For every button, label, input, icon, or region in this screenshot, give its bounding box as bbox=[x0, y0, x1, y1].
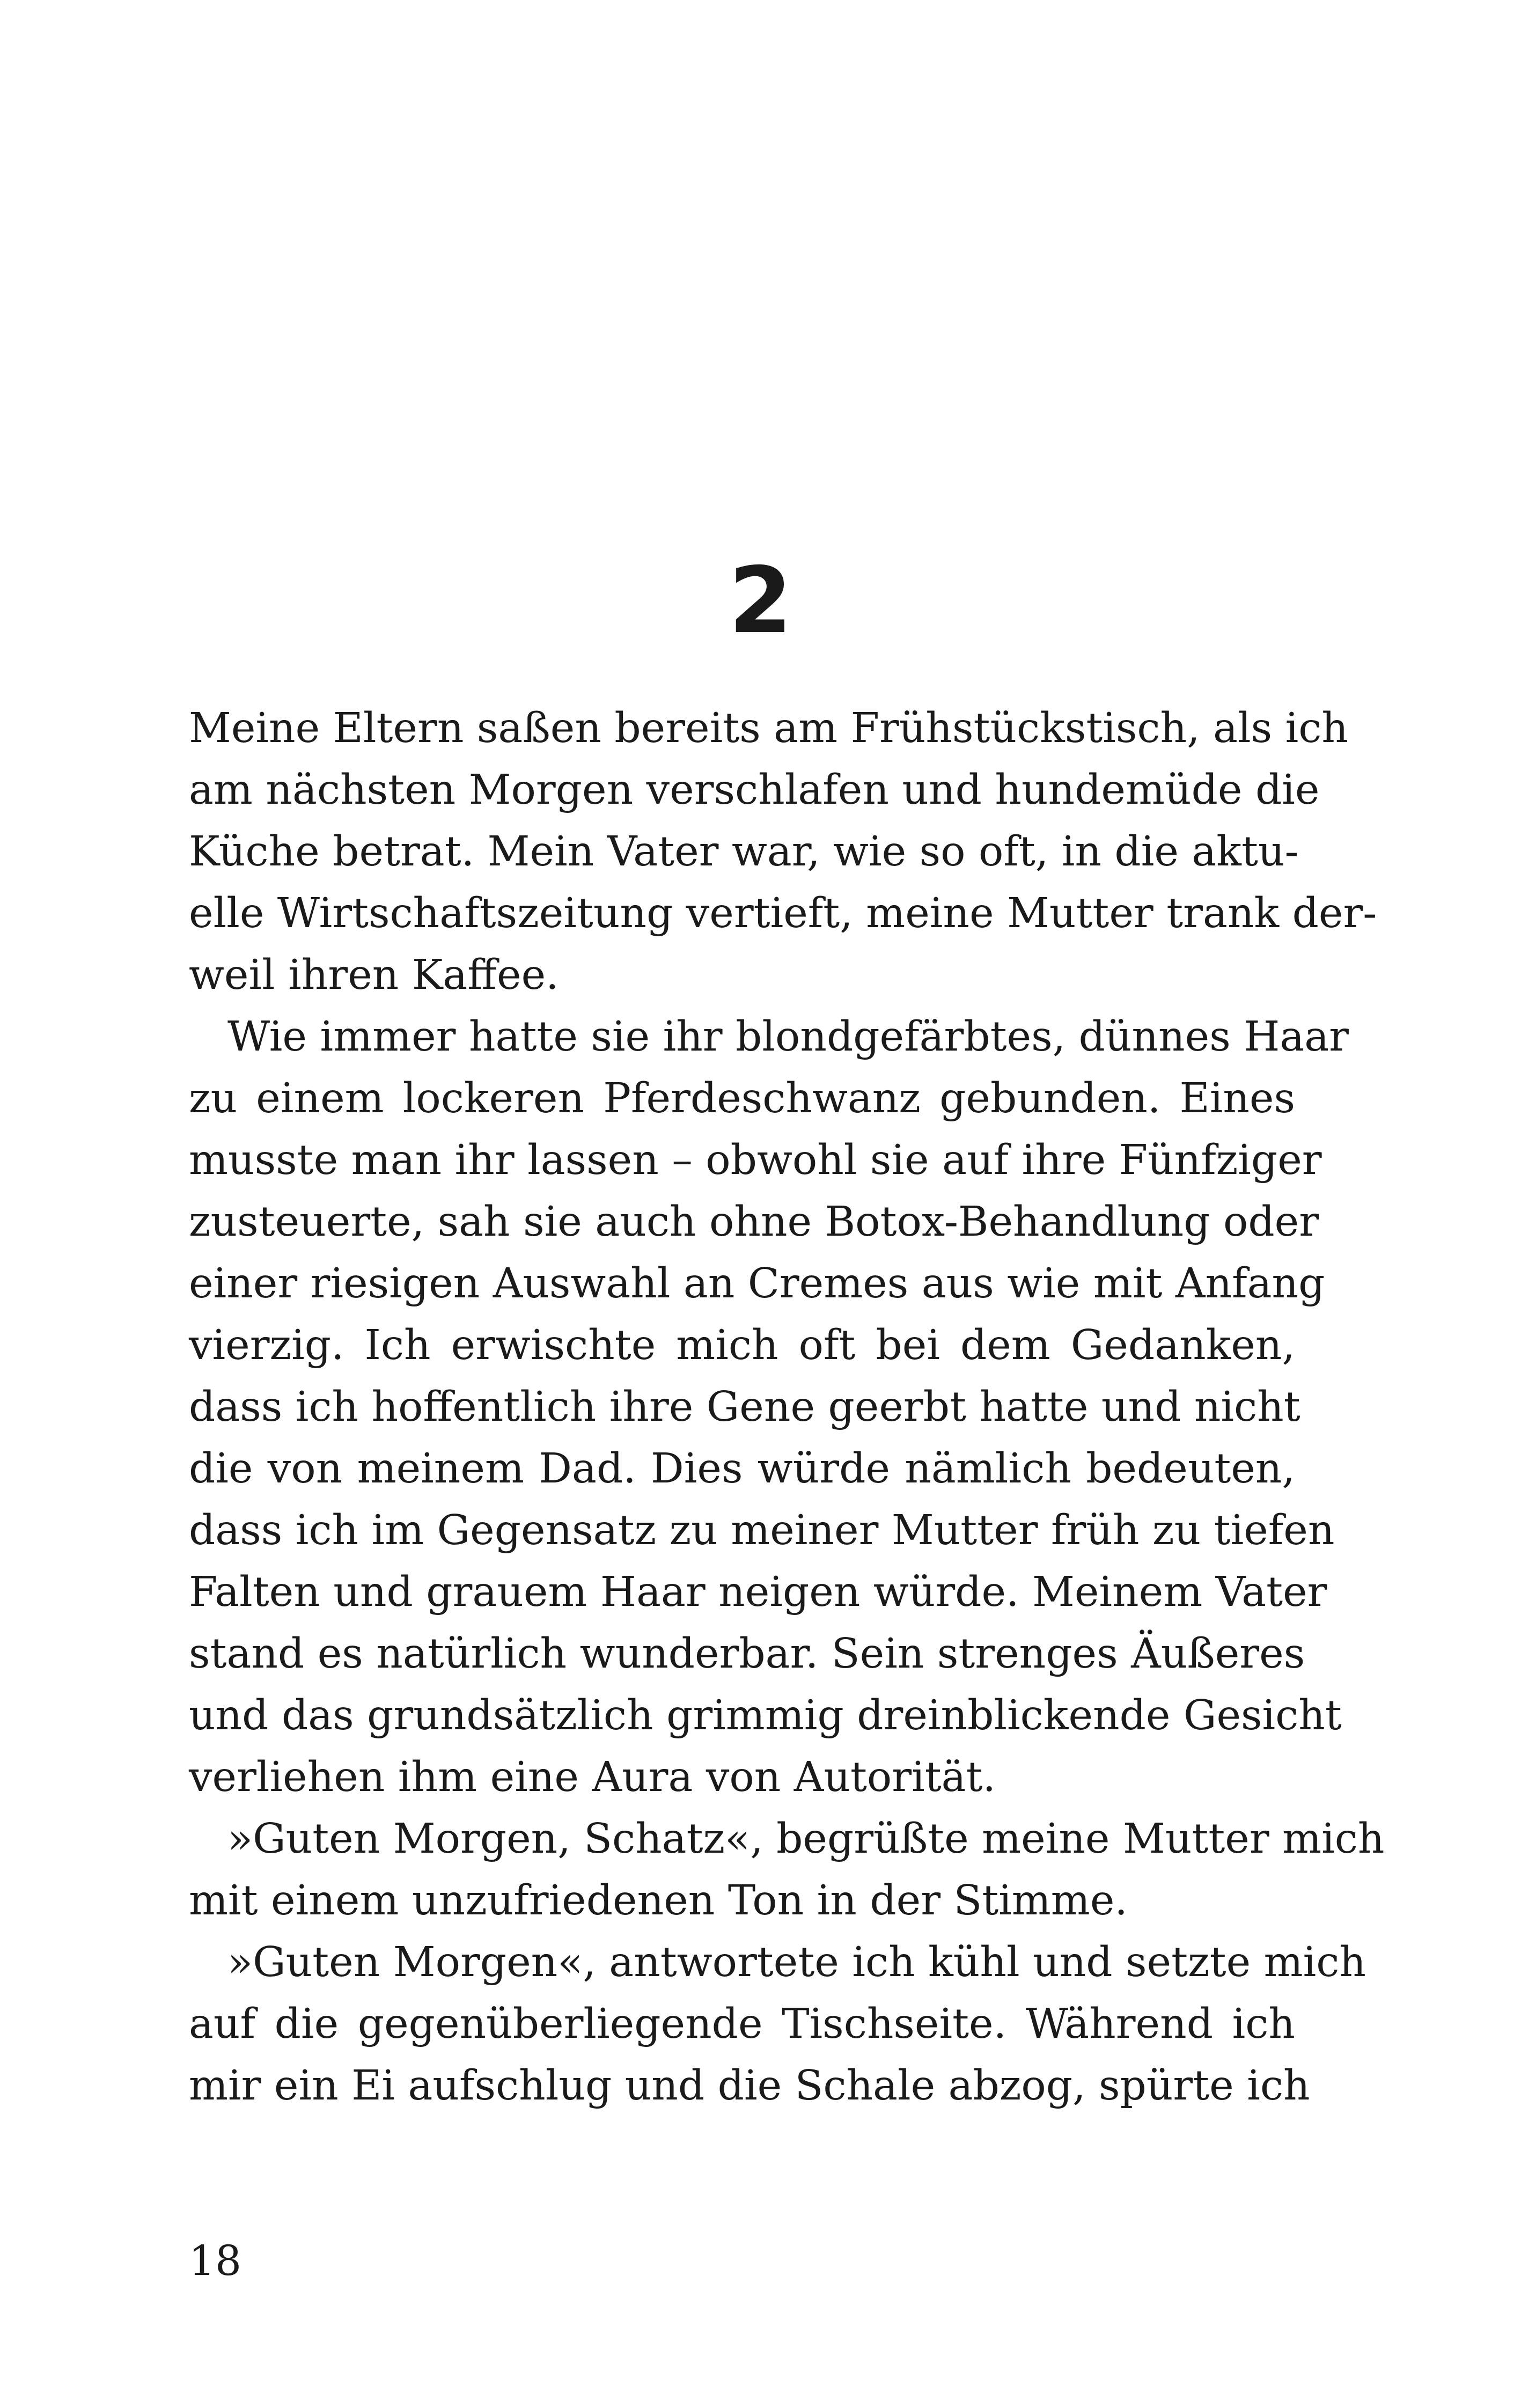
text-line: stand es natürlich wunderbar. Sein strenges Äußeres bbox=[189, 1630, 1305, 1678]
text-line: mir ein Ei aufschlug und die Schale abzog, spürte ich bbox=[189, 2062, 1310, 2110]
text-line: zu einem lockeren Pferdeschwanz gebunden. Eines bbox=[189, 1075, 1295, 1122]
text-line: »Guten Morgen«, antwortete ich kühl und setzte mich bbox=[227, 1939, 1366, 1986]
text-line: die von meinem Dad. Dies würde nämlich bedeuten, bbox=[189, 1445, 1295, 1493]
text-line: weil ihren Kaffee. bbox=[189, 951, 559, 999]
text-line: musste man ihr lassen – obwohl sie auf ihre Fünfziger bbox=[189, 1136, 1322, 1184]
text-line: Falten und grauem Haar neigen würde. Meinem Vater bbox=[189, 1568, 1327, 1616]
text-line: dass ich hoffentlich ihre Gene geerbt hatte und nicht bbox=[189, 1383, 1300, 1431]
chapter-number: 2 bbox=[729, 548, 792, 654]
text-line: am nächsten Morgen verschlafen und hundemüde die bbox=[189, 766, 1320, 814]
text-line: verliehen ihm eine Aura von Autorität. bbox=[189, 1753, 996, 1801]
text-line: Küche betrat. Mein Vater war, wie so oft, in die aktu- bbox=[189, 828, 1299, 876]
text-line: mit einem unzufriedenen Ton in der Stimme. bbox=[189, 1877, 1128, 1925]
text-line: einer riesigen Auswahl an Cremes aus wie mit Anfang bbox=[189, 1260, 1325, 1308]
text-line: Meine Eltern saßen bereits am Frühstückstisch, als ich bbox=[189, 704, 1348, 752]
text-line: und das grundsätzlich grimmig dreinblickende Gesicht bbox=[189, 1692, 1342, 1739]
body-text bbox=[189, 698, 1385, 2117]
page-number: 18 bbox=[189, 2237, 241, 2285]
text-line: vierzig. Ich erwischte mich oft bei dem Gedanken, bbox=[189, 1322, 1295, 1369]
text-line: Wie immer hatte sie ihr blondgefärbtes, dünnes Haar bbox=[227, 1013, 1349, 1061]
text-line: elle Wirtschaftszeitung vertieft, meine Mutter trank der- bbox=[189, 890, 1377, 937]
text-line: dass ich im Gegensatz zu meiner Mutter früh zu tiefen bbox=[189, 1507, 1335, 1554]
text-line: auf die gegenüberliegende Tischseite. Während ich bbox=[189, 2000, 1295, 2048]
text-line: »Guten Morgen, Schatz«, begrüßte meine Mutter mich bbox=[227, 1815, 1385, 1863]
text-line: zusteuerte, sah sie auch ohne Botox-Behandlung oder bbox=[189, 1198, 1319, 1246]
